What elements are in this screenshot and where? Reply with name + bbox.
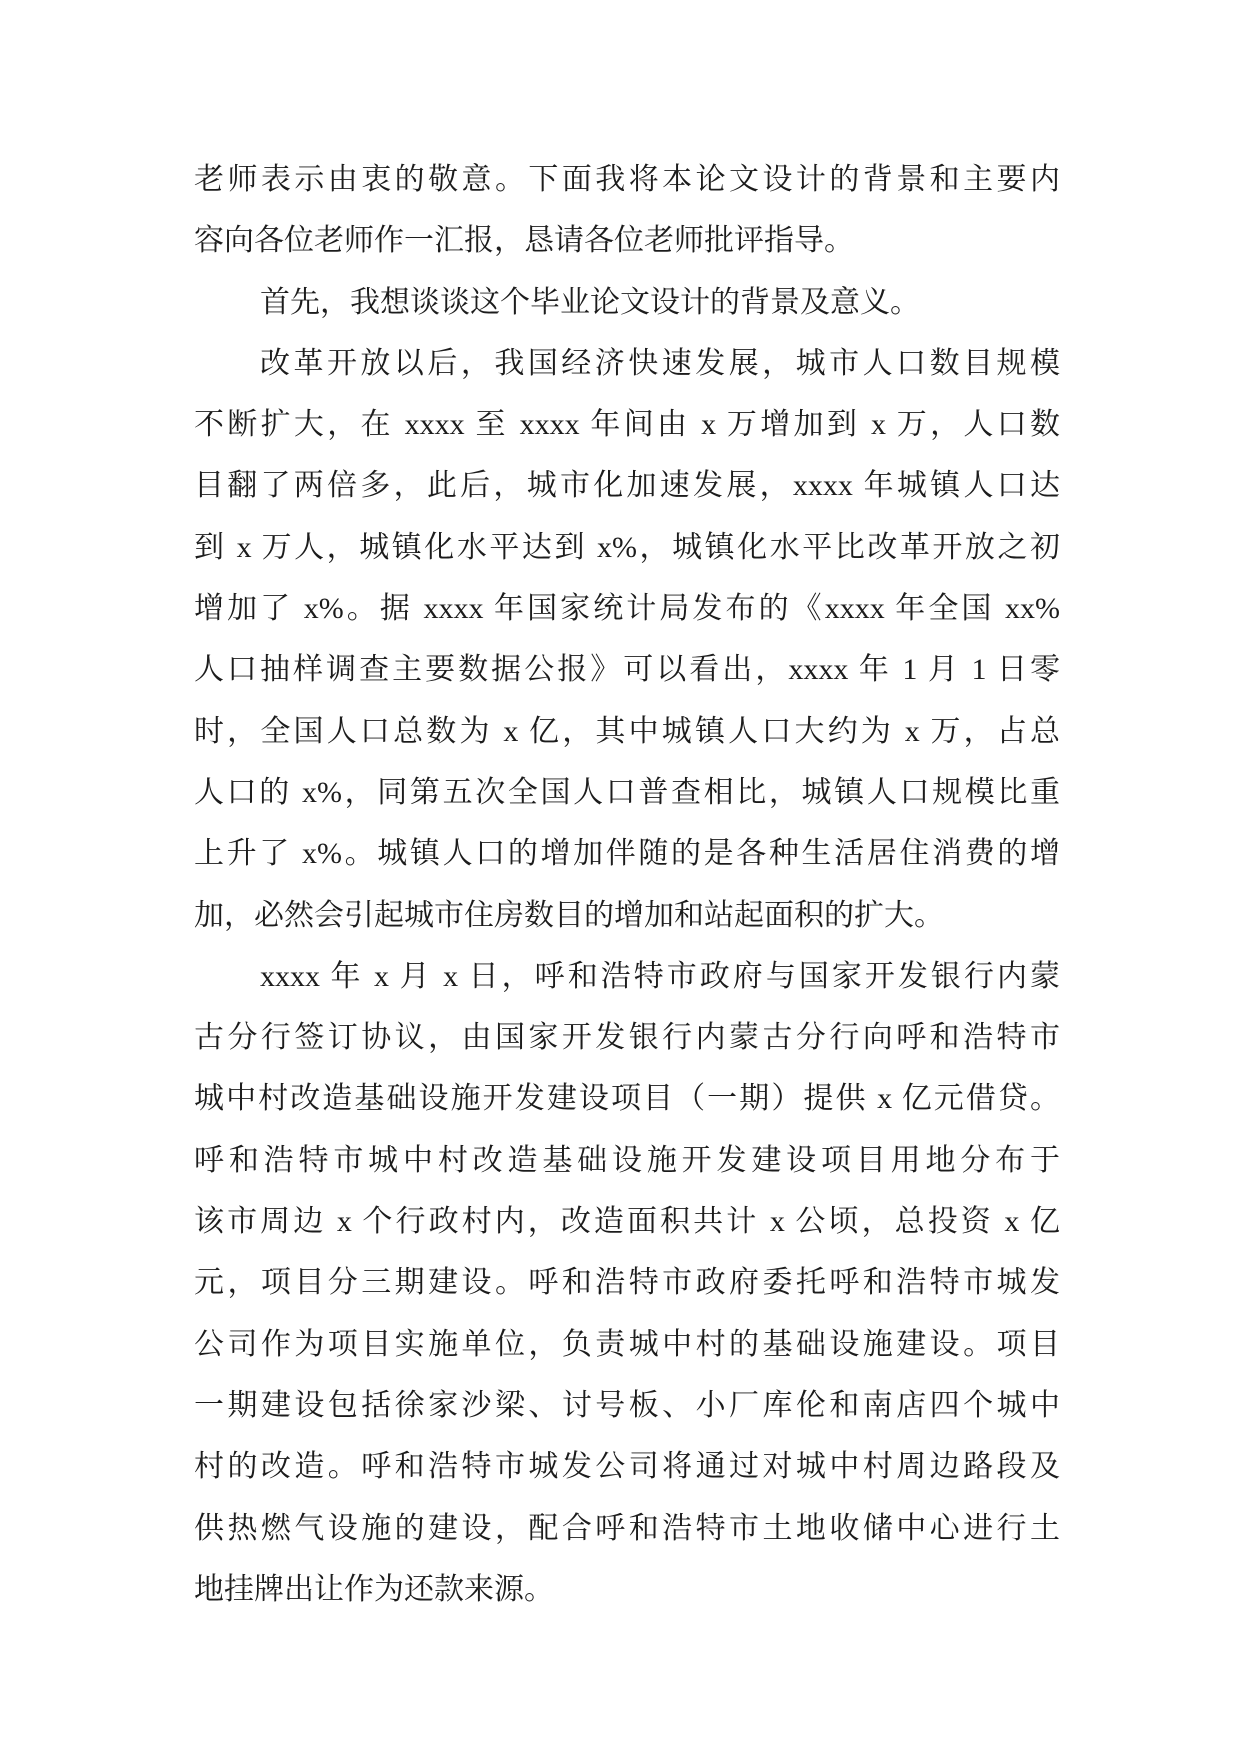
text-line: 不断扩大，在 xxxx 至 xxxx 年间由 x 万增加到 x 万，人口数 (194, 408, 1060, 442)
document-body (194, 149, 1060, 1620)
text-line: 供热燃气设施的建设，配合呼和浩特市土地收储中心进行土 (194, 1511, 1060, 1545)
text-line: 村的改造。呼和浩特市城发公司将通过对城中村周边路段及 (194, 1450, 1060, 1484)
text-line: 城中村改造基础设施开发建设项目（一期）提供 x 亿元借贷。 (194, 1082, 1060, 1116)
text-line: 目翻了两倍多，此后，城市化加速发展，xxxx 年城镇人口达 (194, 469, 1060, 503)
paragraph-intro (194, 272, 1060, 333)
text-line: 地挂牌出让作为还款来源。 (194, 1572, 554, 1606)
text-line: 加，必然会引起城市住房数目的增加和站起面积的扩大。 (194, 898, 944, 932)
text-line: 首先，我想谈谈这个毕业论文设计的背景及意义。 (260, 285, 920, 319)
text-line: 到 x 万人，城镇化水平达到 x%，城镇化水平比改革开放之初 (194, 530, 1060, 564)
text-line: 改革开放以后，我国经济快速发展，城市人口数目规模 (260, 346, 1060, 380)
paragraph-acknowledgement-continuation (194, 149, 1060, 272)
text-line: 公司作为项目实施单位，负责城中村的基础设施建设。项目 (194, 1327, 1060, 1361)
text-line: 一期建设包括徐家沙梁、讨号板、小厂库伦和南店四个城中 (194, 1388, 1060, 1422)
text-line: 呼和浩特市城中村改造基础设施开发建设项目用地分布于 (194, 1143, 1060, 1177)
text-line: 古分行签订协议，由国家开发银行内蒙古分行向呼和浩特市 (194, 1021, 1060, 1055)
paragraph-background (194, 333, 1060, 946)
text-line: 上升了 x%。城镇人口的增加伴随的是各种生活居住消费的增 (194, 837, 1060, 871)
text-line: 容向各位老师作一汇报，恳请各位老师批评指导。 (194, 224, 854, 258)
text-line: 人口抽样调查主要数据公报》可以看出，xxxx 年 1 月 1 日零 (194, 653, 1060, 687)
text-line: 老师表示由衷的敬意。下面我将本论文设计的背景和主要内 (194, 163, 1060, 196)
text-line: xxxx 年 x 月 x 日，呼和浩特市政府与国家开发银行内蒙 (260, 959, 1060, 993)
paragraph-project (194, 946, 1060, 1620)
text-line: 增加了 x%。据 xxxx 年国家统计局发布的《xxxx 年全国 xx% (194, 592, 1060, 626)
text-line: 人口的 x%，同第五次全国人口普查相比，城镇人口规模比重 (194, 775, 1060, 809)
text-line: 该市周边 x 个行政村内，改造面积共计 x 公顷，总投资 x 亿 (194, 1205, 1060, 1239)
text-line: 时，全国人口总数为 x 亿，其中城镇人口大约为 x 万，占总 (194, 714, 1060, 748)
text-line: 元，项目分三期建设。呼和浩特市政府委托呼和浩特市城发 (194, 1266, 1060, 1300)
